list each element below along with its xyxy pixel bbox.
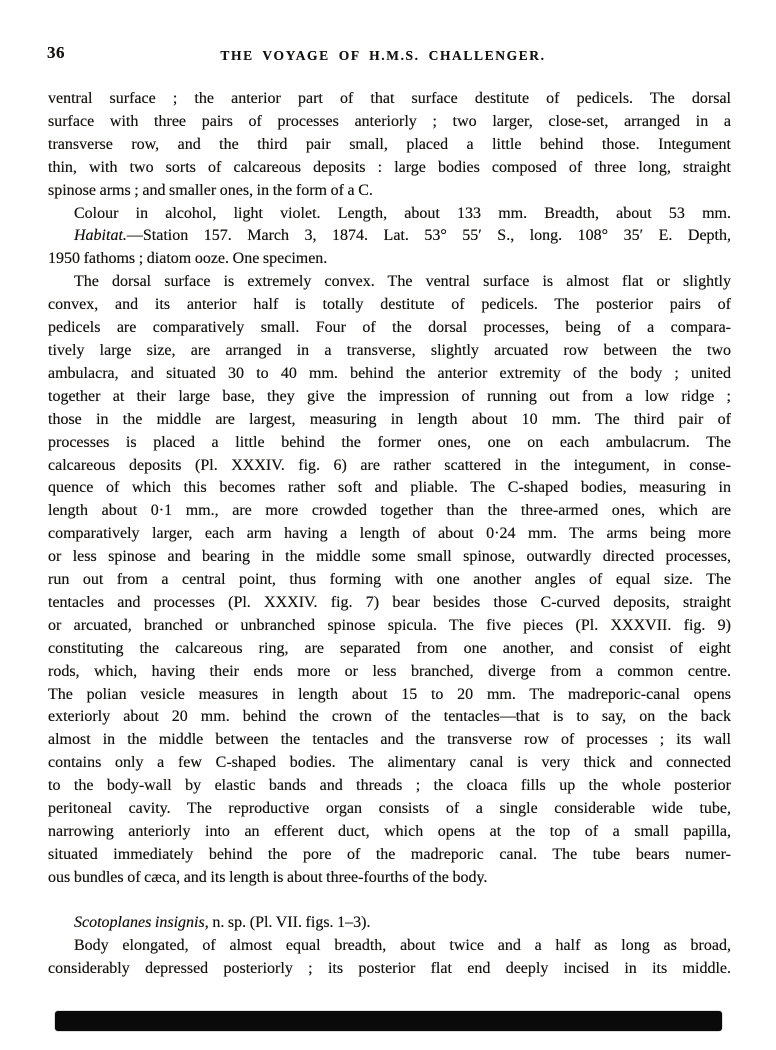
text-line: comparatively larger, each arm having a length of about 0·24 mm. The arms being more <box>48 525 731 543</box>
running-header: THE VOYAGE OF H.M.S. CHALLENGER. <box>220 48 546 63</box>
text-line: almost in the middle between the tentacles and the transverse row of processes ; its wall <box>48 731 731 749</box>
species-heading-rest: , n. sp. (Pl. VII. figs. 1–3). <box>204 913 371 931</box>
scan-artifact-bar <box>55 1011 722 1031</box>
text-line: peritoneal cavity. The reproductive organ consists of a single considerable wide tube, <box>48 800 731 818</box>
text-line: considerably depressed posteriorly ; its posterior flat end deeply incised in its middle. <box>48 959 731 977</box>
text-line: to the body-wall by elastic bands and threads ; the cloaca fills up the whole posterior <box>48 777 731 795</box>
species-name: Scotoplanes insignis <box>74 913 205 931</box>
species-heading <box>48 912 731 935</box>
text-line: The polian vesicle measures in length about 15 to 20 mm. The madreporic-canal opens <box>48 685 731 703</box>
text-line: Colour in alcohol, light violet. Length, about 133 mm. Breadth, about 53 mm. <box>74 204 731 222</box>
text-line: calcareous deposits (Pl. XXXIV. fig. 6) are rather scattered in the integument, in conse- <box>48 456 731 474</box>
text-line <box>48 225 731 248</box>
text-line: together at their large base, they give the impression of running out from a low ridge ; <box>48 387 731 405</box>
text-line: tively large size, are arranged in a transverse, slightly arcuated row between the two <box>48 341 731 359</box>
page-number: 36 <box>47 43 65 62</box>
text-line: The dorsal surface is extremely convex. The ventral surface is almost flat or slightly <box>74 273 731 291</box>
text-line: run out from a central point, thus forming with one another angles of equal size. The <box>48 571 731 589</box>
text-line: situated immediately behind the pore of the madreporic canal. The tube bears numer- <box>48 845 731 863</box>
habitat-details: —Station 157. March 3, 1874. Lat. 53° 55′ S., long. 108° 35′ E. Depth, <box>126 227 731 245</box>
text-line: surface with three pairs of processes anteriorly ; two larger, close-set, arranged in a <box>48 112 731 130</box>
text-line: those in the middle are largest, measuring in length about 10 mm. The third pair of <box>48 410 731 428</box>
text-line: Body elongated, of almost equal breadth, about twice and a half as long as broad, <box>74 936 731 954</box>
text-line: 1950 fathoms ; diatom ooze. One specimen. <box>48 250 328 268</box>
text-line: ambulacra, and situated 30 to 40 mm. behind the anterior extremity of the body ; united <box>48 364 731 382</box>
text-line: ous bundles of cæca, and its length is about three-fourths of the body. <box>48 868 488 886</box>
text-line: ventral surface ; the anterior part of that surface destitute of pedicels. The dorsal <box>48 90 731 107</box>
text-line: transverse row, and the third pair small, placed a little behind those. Integument <box>48 135 731 153</box>
text-line: processes is placed a little behind the former ones, one on each ambulacrum. The <box>48 433 731 451</box>
text-line: exteriorly about 20 mm. behind the crown of the tentacles—that is to say, on the back <box>48 708 731 726</box>
text-line: pedicels are comparatively small. Four of the dorsal processes, being of a compara- <box>48 319 731 337</box>
text-line: or arcuated, branched or unbranched spinose spicula. The five pieces (Pl. XXXVII. fig. 9) <box>48 616 731 634</box>
text-line: quence of which this becomes rather soft and pliable. The C-shaped bodies, measuring in <box>48 479 731 497</box>
text-line: or less spinose and bearing in the middle some small spinose, outwardly directed processes, <box>48 548 731 566</box>
text-line: narrowing anteriorly into an efferent duct, which opens at the top of a small papilla, <box>48 823 731 840</box>
habitat-label: Habitat. <box>74 227 127 245</box>
text-line: tentacles and processes (Pl. XXXIV. fig. 7) bear besides those C-curved deposits, straight <box>48 593 731 611</box>
text-line: spinose arms ; and smaller ones, in the form of a C. <box>48 181 373 199</box>
text-line: convex, and its anterior half is totally destitute of pedicels. The posterior pairs of <box>48 296 731 314</box>
text-column <box>48 88 731 980</box>
text-line: contains only a few C-shaped bodies. The alimentary canal is very thick and connected <box>48 754 731 772</box>
text-line: thin, with two sorts of calcareous deposits : large bodies composed of three long, straight <box>48 158 731 176</box>
text-line: length about 0·1 mm., are more crowded together than the three-armed ones, which are <box>48 502 731 520</box>
text-line: constituting the calcareous ring, are separated from one another, and consist of eight <box>48 639 731 657</box>
text-line: rods, which, having their ends more or less branched, diverge from a common centre. <box>48 662 731 680</box>
